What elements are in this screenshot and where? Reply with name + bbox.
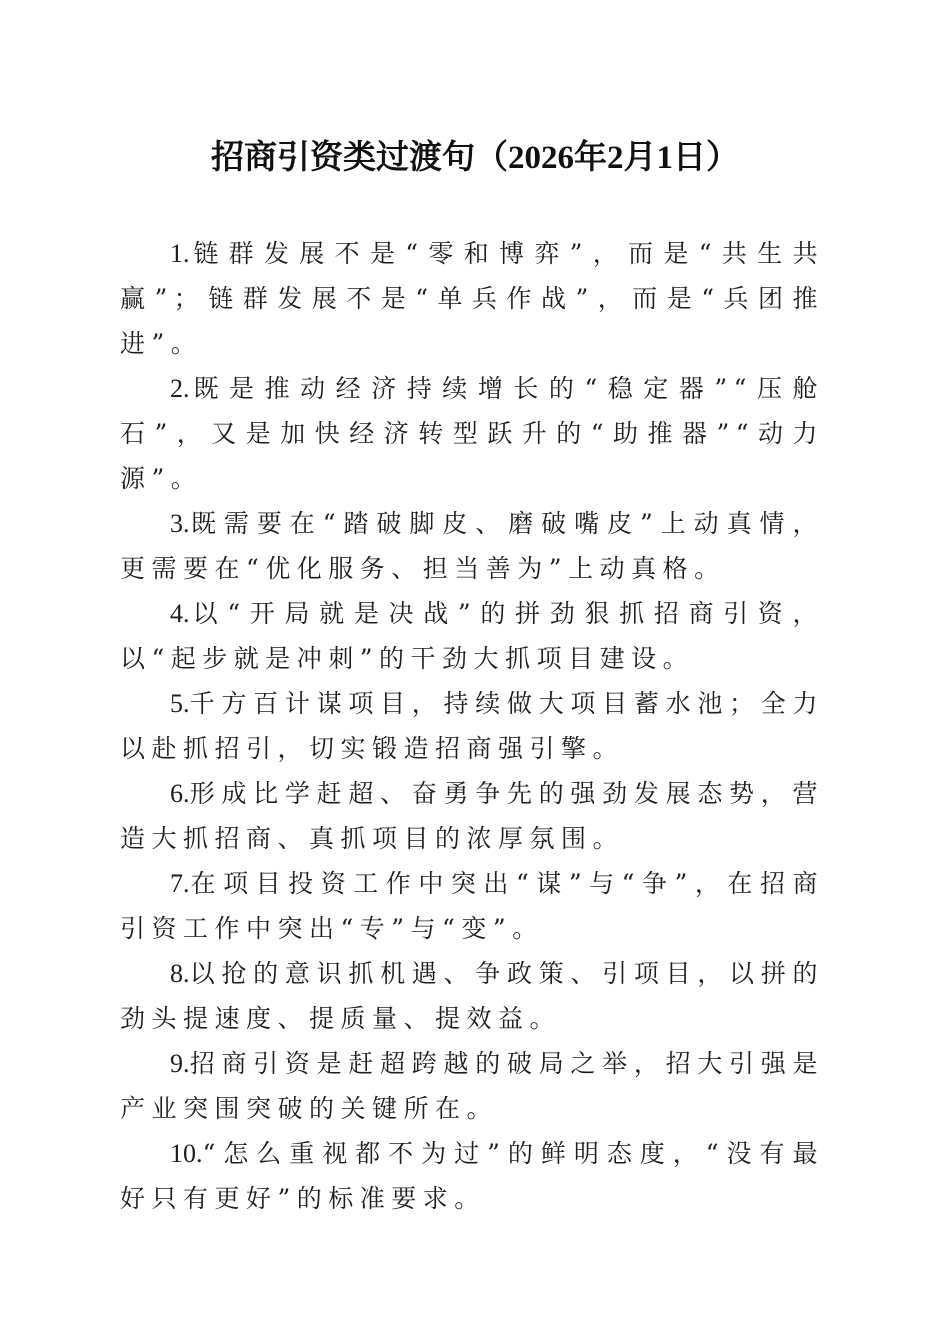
paragraph-text: 千方百计谋项目，持续做大项目蓄水池；全力以赴抓招引，切实锻造招商强引擎。 — [120, 689, 824, 763]
paragraph-text: 既是推动经济持续增长的“稳定器”“压舱石”，又是加快经济转型跃升的“助推器”“动力源”。 — [120, 374, 824, 493]
paragraph-number: 10. — [170, 1139, 203, 1168]
paragraph-7 — [120, 861, 824, 951]
paragraph-text: 既需要在“踏破脚皮、磨破嘴皮”上动真情，更需要在“优化服务、担当善为”上动真格。 — [120, 509, 824, 583]
paragraph-number: 3. — [170, 509, 190, 538]
paragraph-text: 招商引资是赶超跨越的破局之举，招大引强是产业突围突破的关键所在。 — [120, 1049, 824, 1123]
paragraph-text: “怎么重视都不为过”的鲜明态度，“没有最好只有更好”的标准要求。 — [120, 1139, 824, 1213]
paragraph-5 — [120, 681, 824, 771]
paragraph-3 — [120, 501, 824, 591]
paragraph-number: 8. — [170, 959, 190, 988]
paragraph-6 — [120, 771, 824, 861]
paragraph-9 — [120, 1041, 824, 1131]
paragraph-text: 链群发展不是“零和博弈”，而是“共生共赢”；链群发展不是“单兵作战”，而是“兵团推进”。 — [120, 239, 824, 358]
paragraph-number: 7. — [170, 869, 190, 898]
paragraph-2 — [120, 366, 824, 501]
paragraph-text: 以抢的意识抓机遇、争政策、引项目，以拼的劲头提速度、提质量、提效益。 — [120, 959, 824, 1033]
paragraph-number: 2. — [170, 374, 190, 403]
document-title: 招商引资类过渡句（2026年2月1日） — [211, 140, 739, 176]
paragraph-1 — [120, 231, 824, 366]
paragraph-number: 9. — [170, 1049, 190, 1078]
paragraph-text: 以“开局就是决战”的拼劲狠抓招商引资，以“起步就是冲刺”的干劲大抓项目建设。 — [120, 599, 824, 673]
paragraph-text: 形成比学赶超、奋勇争先的强劲发展态势，营造大抓招商、真抓项目的浓厚氛围。 — [120, 779, 824, 853]
paragraph-text: 在项目投资工作中突出“谋”与“争”，在招商引资工作中突出“专”与“变”。 — [120, 869, 824, 943]
paragraph-number: 1. — [170, 239, 190, 268]
document-body — [120, 231, 824, 1221]
paragraph-number: 6. — [170, 779, 190, 808]
paragraph-number: 4. — [170, 599, 190, 628]
paragraph-10 — [120, 1131, 824, 1221]
paragraph-4 — [120, 591, 824, 681]
paragraph-8 — [120, 951, 824, 1041]
paragraph-number: 5. — [170, 689, 190, 718]
